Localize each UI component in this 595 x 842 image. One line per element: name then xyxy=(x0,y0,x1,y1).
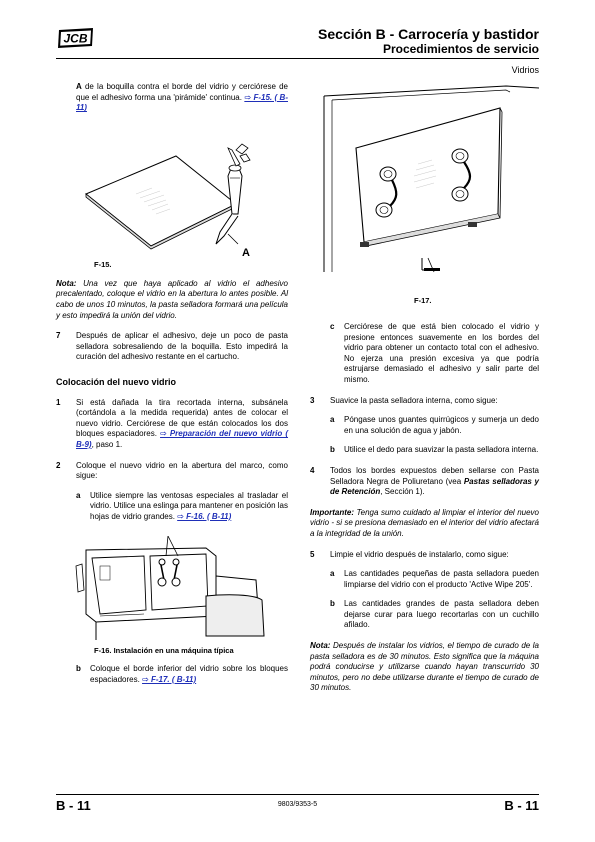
important-note xyxy=(310,508,539,540)
intro-label: A xyxy=(76,82,82,91)
figure-letter-a: A xyxy=(242,246,250,256)
step-1-text: Si está dañada la tira recortada interna, subsánela (cortándola a la medida requerida) antes de colocar el nuevo vidrio. Cerciórese de que están colocados los dos bloques espaciadores. xyxy=(76,397,288,439)
step-4-number: 4 xyxy=(310,465,315,475)
step-7-number: 7 xyxy=(56,331,61,341)
heading-new-glass: Colocación del nuevo vidrio xyxy=(56,376,177,387)
figure-f16 xyxy=(56,536,288,654)
link-f15[interactable]: ⇨ F-15. ( B-11) xyxy=(76,92,288,113)
figure-f17-caption: F-17. xyxy=(414,296,432,305)
step-5a-text: Las cantidades pequeñas de pasta selladora pueden limpiarse del vidrio con el producto 'Active Wipe 205'. xyxy=(344,569,539,589)
step-2b-letter: b xyxy=(76,664,81,674)
tractor-cab-illustration xyxy=(56,536,288,642)
step-2-number: 2 xyxy=(56,460,61,470)
step-3a-letter: a xyxy=(330,415,335,425)
step-3-number: 3 xyxy=(310,395,315,405)
step-3b xyxy=(330,445,539,456)
figure-f15 xyxy=(56,116,288,268)
step-3-text: Suavice la pasta selladora interna, como sigue: xyxy=(330,395,498,405)
window-frame-illustration xyxy=(310,82,539,294)
note-2-label: Nota: xyxy=(310,641,331,651)
link-f16[interactable]: ⇨ F-16. ( B-11) xyxy=(177,511,232,521)
important-text: Tenga sumo cuidado al limpiar el interior del nuevo vidrio - si se presiona demasiado en el interior del vidrio afectará a la integridad de la unión. xyxy=(310,507,539,538)
step-3a xyxy=(330,415,539,436)
step-3 xyxy=(310,396,539,407)
step-4 xyxy=(310,466,539,498)
step-4-bold: Pastas selladoras y de Retención xyxy=(330,476,539,497)
intro-paragraph xyxy=(76,82,288,114)
step-5 xyxy=(310,550,539,561)
step-3b-text: Utilice el dedo para suavizar la pasta selladora interna. xyxy=(344,445,539,455)
step-7 xyxy=(56,331,288,363)
step-1-number: 1 xyxy=(56,397,61,407)
note-1 xyxy=(56,279,288,321)
step-5a xyxy=(330,569,539,590)
intro-text: de la boquilla contra el borde del vidrio y cerciórese de que el adhesivo forma una 'pirámide' continua. xyxy=(76,82,288,102)
step-2a-text: Utilice siempre las ventosas especiales al trasladar el vidrio. Utilice una eslinga para mantener en posición las hojas de vidrio grandes. xyxy=(90,490,288,521)
step-4-text: Todos los bordes expuestos deben sellarse con Pasta Selladora Negra de Poliuretano (vea xyxy=(330,465,539,486)
step-5b-text: Las cantidades grandes de pasta selladora deben dejarse curar para luego recortarlas con un cuchillo afilado. xyxy=(344,599,539,630)
step-2a xyxy=(76,491,288,523)
figure-f17 xyxy=(310,82,539,312)
step-2a-letter: a xyxy=(76,490,81,500)
note-1-label: Nota: xyxy=(56,278,77,288)
step-2 xyxy=(56,461,288,482)
svg-text:JCB: JCB xyxy=(63,31,88,46)
step-1-tail: , paso 1. xyxy=(91,439,123,449)
step-5b xyxy=(330,599,539,631)
footer-page-right: B - 11 xyxy=(504,798,539,813)
step-5-text: Limpie el vidrio después de instalarlo, como sigue: xyxy=(330,549,509,559)
section-subtitle: Procedimientos de servicio xyxy=(382,42,539,56)
step-4-tail: , Sección 1). xyxy=(380,487,425,497)
glass-and-cartridge-illustration xyxy=(56,116,288,256)
note-1-text: Una vez que haya aplicado al vidrio el adhesivo precalentado, coloque el vidrio en la abertura lo antes posible. Al cabo de unos 10 minutos, la pasta selladora formará una película y esto impedirá la unión del vidrio. xyxy=(56,278,288,320)
link-f17[interactable]: ⇨ F-17. ( B-11) xyxy=(142,675,197,685)
header-rule xyxy=(56,58,539,59)
step-2c-letter: c xyxy=(330,322,335,331)
note-2 xyxy=(310,641,539,694)
step-7-text: Después de aplicar el adhesivo, deje un poco de pasta selladora sobresaliendo de la boquilla. Esto impedirá la curación del adhesivo restante en el cartucho. xyxy=(76,331,288,362)
step-3a-text: Póngase unos guantes quirrúgicos y sumerja un dedo en una solución de agua y jabón. xyxy=(344,415,539,435)
jcb-logo xyxy=(56,26,96,50)
footer-doc-number: 9803/9353-5 xyxy=(277,801,318,808)
step-2b xyxy=(76,664,288,685)
figure-f16-caption: F-16. Instalación en una máquina típica xyxy=(94,646,234,656)
step-2b-text: Coloque el borde inferior del vidrio sobre los bloques espaciadores. xyxy=(90,664,288,685)
footer-page-left: B - 11 xyxy=(56,798,91,813)
step-3b-letter: b xyxy=(330,445,335,455)
right-column xyxy=(310,82,539,694)
step-5a-letter: a xyxy=(330,569,335,579)
link-preparacion[interactable]: ⇨ Preparación del nuevo vidrio ( B-9) xyxy=(76,429,289,449)
step-2-text: Coloque el nuevo vidrio en la abertura del marco, como sigue: xyxy=(76,460,288,481)
step-1 xyxy=(56,398,288,451)
step-5-number: 5 xyxy=(310,549,315,559)
step-2c xyxy=(330,322,539,386)
step-2c-text: Cerciórese de que está bien colocado el vidrio y presione entonces suavemente en los bordes del vidrio para obtener un contacto total con el adhesivo. No ejerza una presión excesiva ya que podría estrujarse demasiado el adhesivo y salir parte del mismo. xyxy=(344,322,539,384)
important-label: Importante: xyxy=(310,507,354,517)
step-5b-letter: b xyxy=(330,599,335,609)
left-column xyxy=(56,82,288,686)
figure-f15-caption: F-15. xyxy=(94,259,112,269)
section-title: Sección B - Carrocería y bastidor xyxy=(318,26,539,42)
topic-label: Vidrios xyxy=(511,65,539,75)
footer-rule xyxy=(56,794,539,795)
note-2-text: Después de instalar los vidrios, el tiempo de curado de la pasta selladora es de 30 minutos. Esto significa que la máquina podrá conducirse y utilizarse cuando hayan transcurrido 30 minutos, pero no debe utilizarse durante el tiempo de curado de 30 minutos. xyxy=(310,641,539,693)
